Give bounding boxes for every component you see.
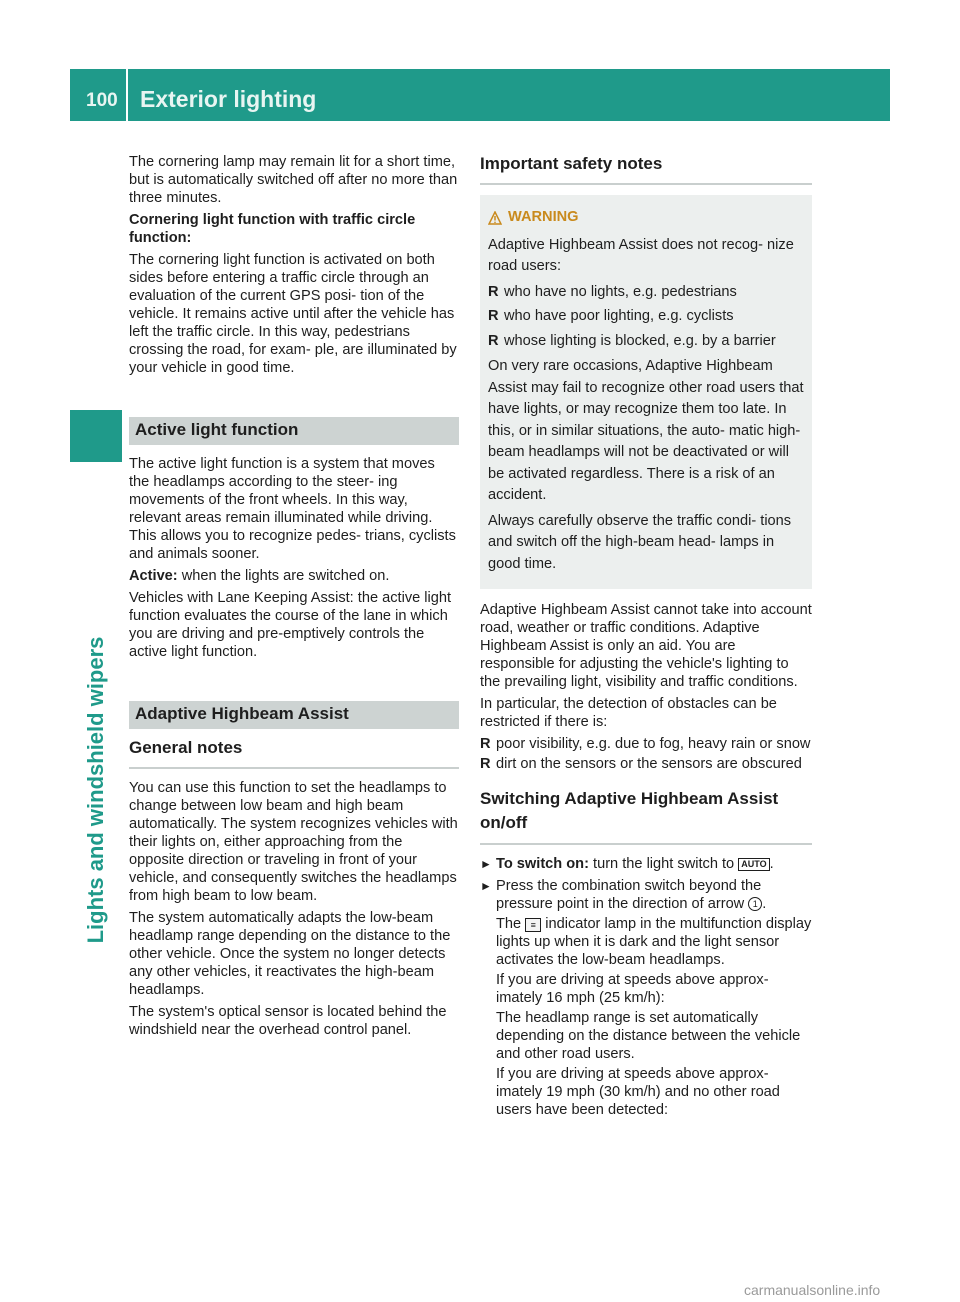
step-label: To switch on: bbox=[496, 856, 589, 872]
section-heading-text: Active light function bbox=[135, 420, 299, 439]
step-text: If you are driving at speeds above approx- imately 16 mph (25 km/h): bbox=[496, 972, 769, 1006]
right-column bbox=[480, 153, 812, 1123]
paragraph: On very rare occasions, Adaptive Highbeam Assist may fail to recognize other road users that have lights, or may recognize them too late. In this, or in similar situations, the auto- matic high-beam headlamps will not be deactivated or will be activated regardless. There is a risk of an accident. bbox=[488, 358, 804, 503]
warning-triangle-icon bbox=[488, 211, 502, 225]
list-item: R poor visibility, e.g. due to fog, heavy rain or snow bbox=[480, 736, 811, 752]
list-item: R who have no lights, e.g. pedestrians bbox=[488, 283, 737, 300]
step-text: indicator lamp in the multifunction display lights up when it is dark and the light sensor activates the low-beam headlamps. bbox=[496, 916, 812, 968]
section-heading-text: Adaptive Highbeam Assist bbox=[135, 704, 349, 723]
active-label: Active: bbox=[129, 568, 178, 584]
step-text: The bbox=[496, 916, 526, 932]
page-number: 100 bbox=[86, 90, 118, 111]
paragraph: The system automatically adapts the low-beam headlamp range depending on the distance to the other vehicle. Once the system no longer detects any other vehicles, it reactivates the high-beam headlamps. bbox=[129, 910, 451, 998]
side-tab-marker bbox=[70, 410, 122, 462]
paragraph bbox=[129, 567, 459, 585]
paragraph: Adaptive Highbeam Assist cannot take into account road, weather or traffic conditions. Adaptive Highbeam Assist is only an aid. You are responsible for adjusting the vehicle's lighting to the prevailing light, visibility and traffic conditions. bbox=[480, 602, 812, 690]
side-tab-label: Lights and windshield wipers bbox=[83, 636, 108, 944]
section-heading-aha bbox=[129, 701, 459, 729]
subheading-switching: Switching Adaptive Highbeam Assist on/off bbox=[480, 787, 812, 845]
instruction-step: ► To switch on: turn the light switch to AUTO . bbox=[480, 856, 774, 872]
list-item: R who have poor lighting, e.g. cyclists bbox=[488, 308, 734, 324]
step-arrow-icon: ► bbox=[480, 879, 492, 893]
paragraph: The cornering lamp may remain lit for a short time, but is automatically switched off after no more than three minutes. bbox=[129, 154, 458, 206]
chapter-title: Exterior lighting bbox=[140, 86, 317, 112]
paragraph: Vehicles with Lane Keeping Assist: the active light function evaluates the course of the lane in which you are driving and pre-emptively controls the active light function. bbox=[129, 590, 452, 660]
paragraph: Always carefully observe the traffic condi- tions and switch off the high-beam head- lamps in good time. bbox=[488, 512, 792, 572]
list-item: R whose lighting is blocked, e.g. by a barrier bbox=[488, 332, 776, 349]
section-heading-active-light bbox=[129, 417, 459, 445]
paragraph: The system's optical sensor is located behind the windshield near the overhead control panel. bbox=[129, 1004, 447, 1038]
left-column bbox=[129, 153, 459, 1043]
warning-label: WARNING bbox=[508, 209, 579, 225]
arrow-number-icon: 1 bbox=[748, 897, 762, 911]
bold-subheading: Cornering light function with traffic circle function: bbox=[129, 212, 416, 246]
subheading-general-notes: General notes bbox=[129, 737, 459, 769]
warning-bullet-list bbox=[488, 282, 804, 353]
warning-box bbox=[480, 195, 812, 589]
paragraph: In particular, the detection of obstacles can be restricted if there is: bbox=[480, 696, 777, 730]
step-text: Press the combination switch beyond the pressure point in the direction of arrow bbox=[496, 878, 762, 912]
paragraph: Adaptive Highbeam Assist does not recog- nize road users: bbox=[488, 236, 794, 274]
instruction-step: ► Press the combination switch beyond the pressure point in the direction of arrow 1 . The ≡ indicator lamp in the multifunction display lights up when it is dark and the light sensor activates the low-beam headlamps. If you are driving at speeds above approx- imately 16 mph (25 km/h): The headlamp range is set automatically depending on the distance between the vehicle and other road users. If you are driving at speeds above approx- imately 19 mph (30 km/h) and no other road users have been detected: bbox=[480, 878, 812, 1118]
warning-title bbox=[488, 207, 804, 229]
auto-switch-icon: AUTO bbox=[738, 858, 769, 871]
subheading-safety-notes: Important safety notes bbox=[480, 153, 812, 185]
restriction-bullet-list bbox=[480, 735, 812, 773]
step-text: If you are driving at speeds above approx- imately 19 mph (30 km/h) and no other road users have been detected: bbox=[496, 1066, 780, 1118]
paragraph: The cornering light function is activated on both sides before entering a traffic circle through an evaluation of the current GPS posi- tion of the vehicle. It remains active until after the vehicle has left the traffic circle. In this way, pedestrians crossing the road, for exam- ple, are illuminated by your vehicle in good time. bbox=[129, 252, 457, 376]
step-arrow-icon: ► bbox=[480, 857, 492, 871]
watermark: carmanualsonline.info bbox=[744, 1282, 881, 1298]
active-text: when the lights are switched on. bbox=[177, 568, 390, 584]
high-beam-assist-indicator-icon: ≡ bbox=[525, 918, 541, 932]
step-text: turn the light switch to bbox=[588, 856, 739, 872]
list-item: R dirt on the sensors or the sensors are obscured bbox=[480, 756, 802, 772]
step-text: The headlamp range is set automatically depending on the distance between the vehicle and other road users. bbox=[496, 1010, 801, 1062]
paragraph: You can use this function to set the headlamps to change between low beam and high beam automatically. The system recognizes vehicles with their lights on, either approaching from the opposite direction or traveling in front of your vehicle, and consequently switches the headlamps from high beam to low beam. bbox=[129, 780, 458, 904]
header-divider bbox=[126, 69, 128, 121]
paragraph: The active light function is a system that moves the headlamps according to the steer- ing movements of the front wheels. In this way, relevant areas remain illuminated while driving. This allows you to recognize pedes- trians, cyclists and animals sooner. bbox=[129, 456, 456, 562]
